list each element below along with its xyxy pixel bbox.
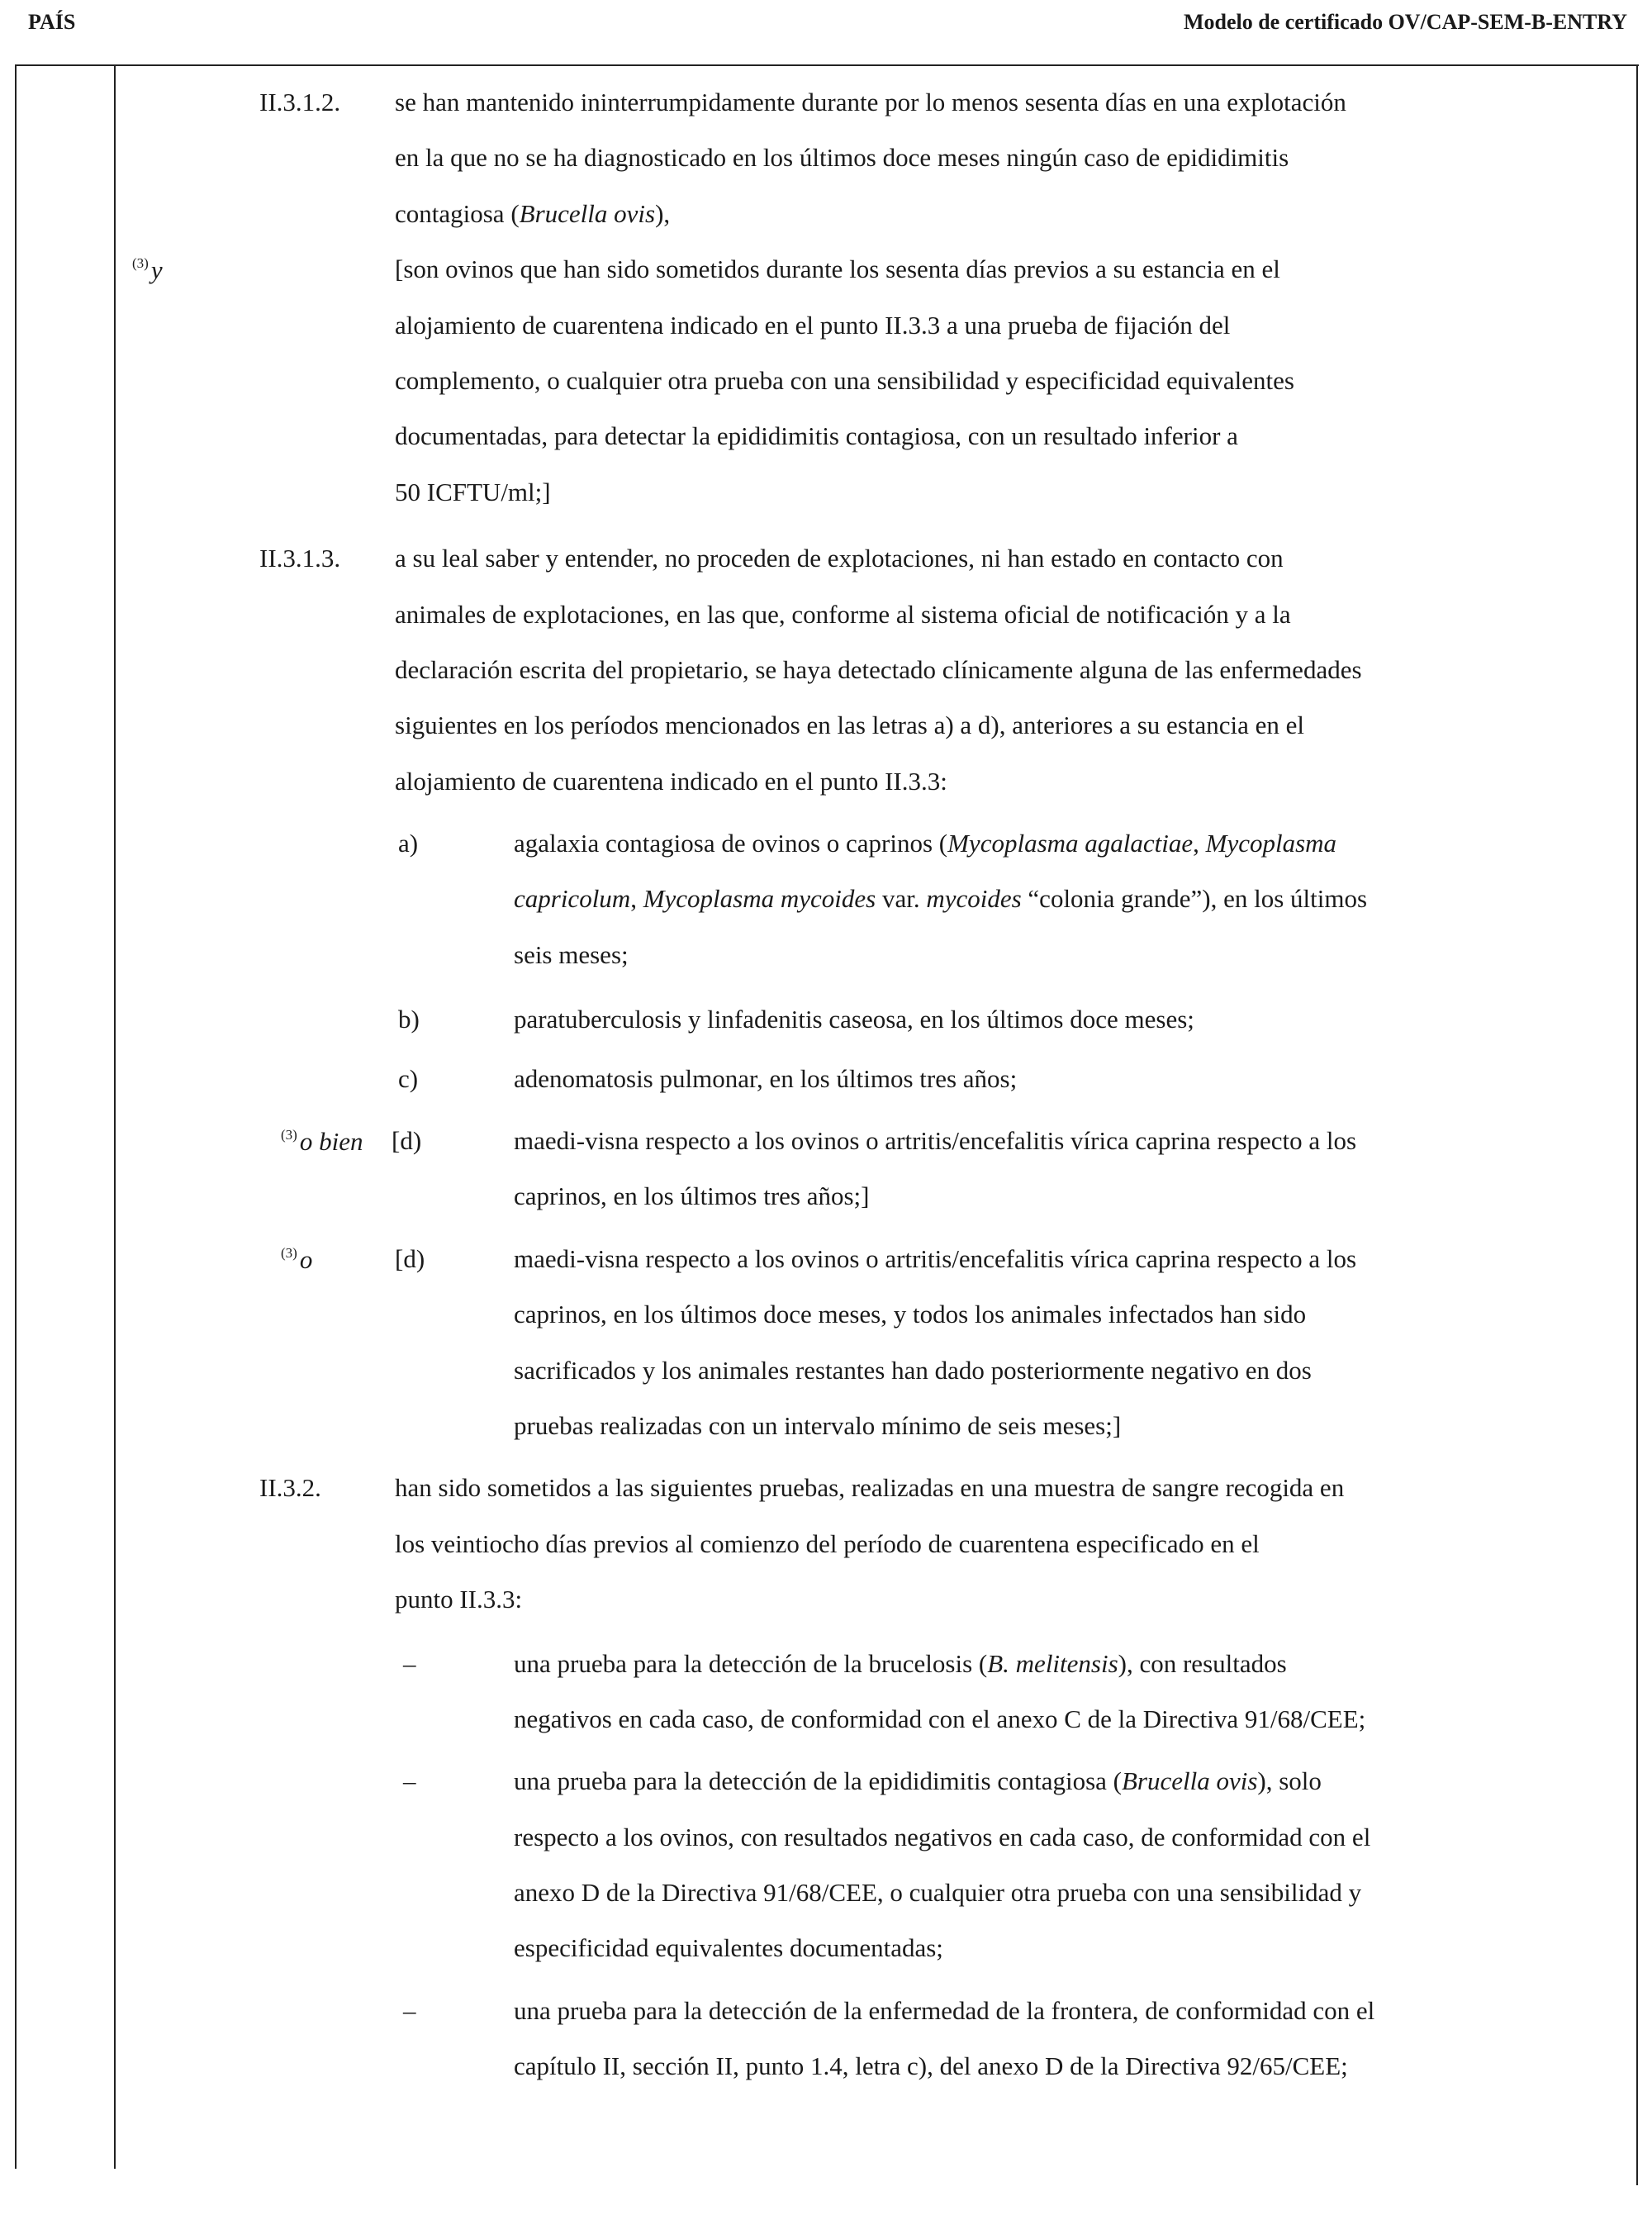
text-line: animales de explotaciones, en las que, conforme al sistema oficial de notificación y a la xyxy=(395,600,1291,629)
item-letter-b: b) xyxy=(398,1005,420,1034)
item-letter-c: c) xyxy=(398,1064,419,1093)
footnote-marker-o: $^{(3)}$o xyxy=(281,1245,313,1274)
paragraph-number-II-3-1-2: II.3.1.2. xyxy=(259,88,341,116)
text-line: alojamiento de cuarentena indicado en el punto II.3.3 a una prueba de fijación del xyxy=(395,311,1231,340)
text-line: maedi-visna respecto a los ovinos o artritis/encefalitis vírica caprina respecto a los xyxy=(514,1126,1357,1155)
footnote-marker-y: $^{(3)}$y xyxy=(132,255,163,284)
text-line: agalaxia contagiosa de ovinos o caprinos (Mycoplasma agalactiae, Mycoplasma xyxy=(514,829,1337,858)
item-letter-a: a) xyxy=(398,829,419,858)
header-model: Modelo de certificado OV/CAP-SEM-B-ENTRY xyxy=(1183,10,1627,34)
text-line: una prueba para la detección de la enfermedad de la frontera, de conformidad con el xyxy=(514,1996,1375,2025)
text-line: a su leal saber y entender, no proceden de explotaciones, ni han estado en contacto con xyxy=(395,544,1284,573)
text-line: una prueba para la detección de la epididimitis contagiosa (Brucella ovis), solo xyxy=(514,1766,1322,1795)
text-line: documentadas, para detectar la epididimitis contagiosa, con un resultado inferior a xyxy=(395,421,1238,450)
item-letter-d-option-1: [d) xyxy=(392,1126,422,1155)
text-line: 50 ICFTU/ml;] xyxy=(395,478,551,506)
text-line: complemento, o cualquier otra prueba con una sensibilidad y especificidad equivalentes xyxy=(395,366,1294,395)
text-line: negativos en cada caso, de conformidad con el anexo C de la Directiva 91/68/CEE; xyxy=(514,1704,1366,1733)
text-line: siguientes en los períodos mencionados en las letras a) a d), anteriores a su estancia en el xyxy=(395,711,1304,739)
text-line: seis meses; xyxy=(514,940,629,969)
text-line: punto II.3.3: xyxy=(395,1585,523,1614)
text-line: alojamiento de cuarentena indicado en el punto II.3.3: xyxy=(395,767,947,796)
text-line: [son ovinos que han sido sometidos durante los sesenta días previos a su estancia en el xyxy=(395,254,1280,283)
text-line: se han mantenido ininterrumpidamente durante por lo menos sesenta días en una explotación xyxy=(395,88,1346,116)
text-line: sacrificados y los animales restantes han dado posteriormente negativo en dos xyxy=(514,1356,1312,1385)
text-line: adenomatosis pulmonar, en los últimos tres años; xyxy=(514,1064,1018,1093)
text-line: caprinos, en los últimos doce meses, y todos los animales infectados han sido xyxy=(514,1300,1307,1329)
text-line: maedi-visna respecto a los ovinos o artritis/encefalitis vírica caprina respecto a los xyxy=(514,1244,1357,1273)
text-line: respecto a los ovinos, con resultados negativos en cada caso, de conformidad con el xyxy=(514,1823,1371,1851)
text-line: los veintiocho días previos al comienzo del período de cuarentena especificado en el xyxy=(395,1529,1260,1558)
footnote-marker-o-bien: $^{(3)}$o bien xyxy=(281,1127,363,1156)
text-line: capítulo II, sección II, punto 1.4, letra c), del anexo D de la Directiva 92/65/CEE; xyxy=(514,2051,1348,2080)
list-dash: – xyxy=(403,1766,416,1795)
text-line: paratuberculosis y linfadenitis caseosa, en los últimos doce meses; xyxy=(514,1005,1194,1034)
text-line: pruebas realizadas con un intervalo mínimo de seis meses;] xyxy=(514,1411,1122,1440)
header-country: PAÍS xyxy=(28,10,76,34)
text-line: una prueba para la detección de la brucelosis (B. melitensis), con resultados xyxy=(514,1649,1287,1678)
paragraph-number-II-3-1-3: II.3.1.3. xyxy=(259,544,341,573)
paragraph-number-II-3-2: II.3.2. xyxy=(259,1473,321,1502)
text-line: capricolum, Mycoplasma mycoides var. mycoides “colonia grande”), en los últimos xyxy=(514,884,1368,913)
list-dash: – xyxy=(403,1996,416,2025)
list-dash: – xyxy=(403,1649,416,1678)
text-line: anexo D de la Directiva 91/68/CEE, o cualquier otra prueba con una sensibilidad y xyxy=(514,1878,1362,1907)
text-line: declaración escrita del propietario, se haya detectado clínicamente alguna de las enfermedades xyxy=(395,655,1362,684)
text-line: especificidad equivalentes documentadas; xyxy=(514,1933,943,1962)
text-line: en la que no se ha diagnosticado en los últimos doce meses ningún caso de epididimitis xyxy=(395,143,1289,172)
item-letter-d-option-2: [d) xyxy=(395,1244,425,1273)
text-line: contagiosa (Brucella ovis), xyxy=(395,199,671,228)
text-line: han sido sometidos a las siguientes pruebas, realizadas en una muestra de sangre recogida en xyxy=(395,1473,1345,1502)
text-line: caprinos, en los últimos tres años;] xyxy=(514,1181,870,1210)
